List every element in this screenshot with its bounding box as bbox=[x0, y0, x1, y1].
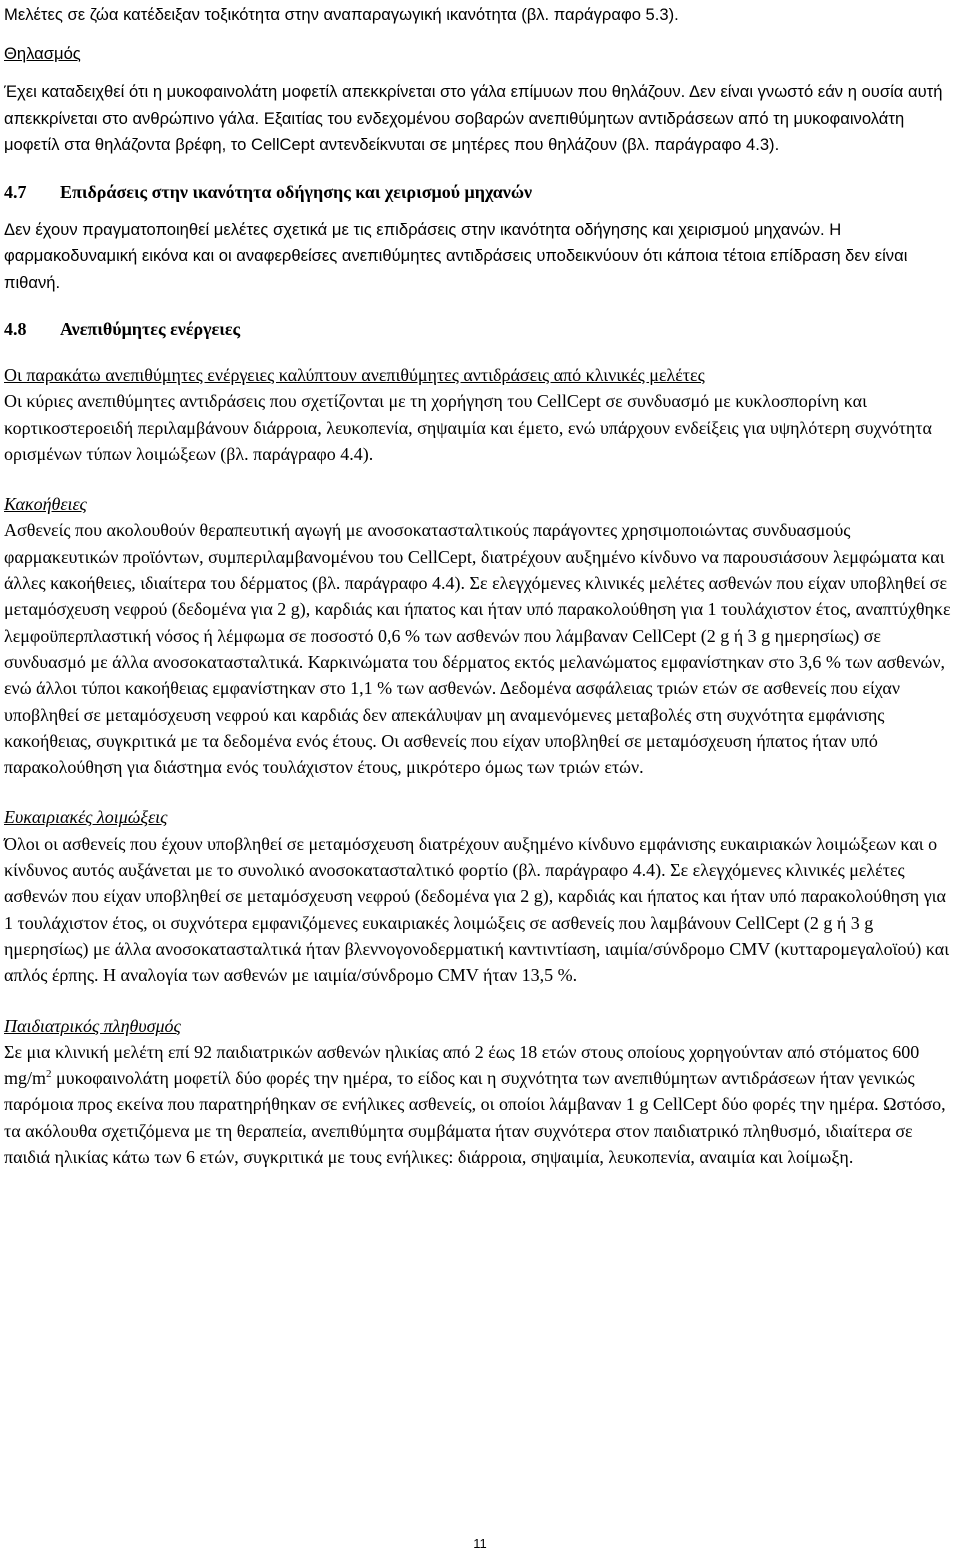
page-number: 11 bbox=[473, 1536, 487, 1551]
section-4-7-body: Δεν έχουν πραγματοποιηθεί μελέτες σχετικά με τις επιδράσεις στην ικανότητα οδήγησης και χειρισμού μηχανών. Η φαρμακοδυναμική εικόνα και οι αναφερθείσες ανεπιθύμητες αντιδράσεις υποδεικνύουν ότι κάποια τέτοια επίδραση δεν είναι πιθανή. bbox=[4, 219, 908, 292]
lactation-body: Έχει καταδειχθεί ότι η μυκοφαινολάτη μοφετίλ απεκκρίνεται στο γάλα επίμυων που θηλάζουν. Δεν είναι γνωστό εάν η ουσία αυτή απεκκρίνεται στο ανθρώπινο γάλα. Εξαιτίας του ενδεχομένου σοβαρών ανεπιθύμητων αντιδράσεων από τη μυκοφαινολάτη μοφετίλ στα θηλάζοντα βρέφη, το CellCept αντενδείκνυται σε μητέρες που θηλάζουν (βλ. παράγραφο 4.3). bbox=[4, 82, 943, 154]
pediatric-body-end: μυκοφαινολάτη μοφετίλ δύο φορές την ημέρα, το είδος και η συχνότητα των ανεπιθύμητων αντιδράσεων ήταν γενικώς παρόμοια προς εκείνα που παρατηρήθηκαν σε ενήλικες ασθενείς, οι οποίοι λάμβαναν 1 g CellCept δύο φορές την ημέρα. Ωστόσο, τα ακόλουθα σχετιζόμενα με τη θεραπεία, ανεπιθύμητα συμβάματα ήταν συχνότερα στον παιδιατρικό πληθυσμό, ιδιαίτερα σε παιδιά ηλικίας κάτω των 6 ετών, συγκριτικά με τους ενήλικες: διάρροια, σηψαιμία, λευκοπενία, αναιμία και λοίμωξη. bbox=[4, 1068, 946, 1168]
section-4-8-number: 4.8 bbox=[4, 319, 27, 339]
pediatric-title: Παιδιατρικός πληθυσμός bbox=[4, 1015, 181, 1036]
document-page bbox=[4, 2, 956, 1170]
pediatric-superscript: 2 bbox=[46, 1068, 52, 1081]
malignancies-title: Κακοήθειες bbox=[4, 494, 87, 515]
section-4-8-body: Οι κύριες ανεπιθύμητες αντιδράσεις που σχετίζονται με τη χορήγηση του CellCept σε συνδυασμό με κυκλοσπορίνη και κορτικοστεροειδή περιλαμβάνουν διάρροια, λευκοπενία, σηψαιμία και έμετο, ενώ υπάρχουν ενδείξεις για υψηλότερη συχνότητα ορισμένων τύπων λοιμώξεων (βλ. παράγραφο 4.4). bbox=[4, 391, 932, 464]
section-4-7-heading bbox=[4, 179, 956, 205]
pediatric-body bbox=[4, 1039, 956, 1170]
opportunistic-infections-title: Ευκαιριακές λοιμώξεις bbox=[4, 807, 168, 828]
section-4-7-number: 4.7 bbox=[4, 181, 27, 202]
section-4-8-subtitle: Οι παρακάτω ανεπιθύμητες ενέργειες καλύπτουν ανεπιθύμητες αντιδράσεις από κλινικές μελέτες bbox=[4, 365, 705, 385]
section-4-8-title: Ανεπιθύμητες ενέργειες bbox=[60, 319, 241, 339]
opportunistic-infections-body: Όλοι οι ασθενείς που έχουν υποβληθεί σε μεταμόσχευση διατρέχουν αυξημένο κίνδυνο εμφάνισης ευκαιριακών λοιμώξεων και ο κίνδυνος αυτός αυξάνεται με το συνολικό ανοσοκατασταλτικό φορτίο (βλ. παράγραφο 4.4). Σε ελεγχόμενες κλινικές μελέτες ασθενών που είχαν υποβληθεί σε μεταμόσχευση νεφρού (δεδομένα για 2 g), καρδιάς και ήπατος και ήταν υπό παρακολούθηση για 1 τουλάχιστον έτος, οι συχνότερα εμφανιζόμενες ευκαιριακές λοιμώξεις σε ασθενείς που λαμβάνουν CellCept (2 g ή 3 g ημερησίως) με άλλα ανοσοκατασταλτικά ήταν βλεννογονοδερματική καντιντίαση, ιαιμία/σύνδρομο CMV (κυτταρομεγαλοϊού) και απλός έρπης. Η αναλογία των ασθενών με ιαιμία/σύνδρομο CMV ήταν 13,5 %. bbox=[4, 833, 950, 986]
section-4-7-title: Επιδράσεις στην ικανότητα οδήγησης και χειρισμού μηχανών bbox=[60, 181, 533, 202]
intro-paragraph: Μελέτες σε ζώα κατέδειξαν τοξικότητα στην αναπαραγωγική ικανότητα (βλ. παράγραφο 5.3). bbox=[4, 5, 679, 24]
section-4-8-heading bbox=[4, 316, 956, 342]
malignancies-body: Ασθενείς που ακολουθούν θεραπευτική αγωγή με ανοσοκατασταλτικούς παράγοντες χρησιμοποιώντας συνδυασμούς φαρμακευτικών προϊόντων, συμπεριλαμβανομένου του CellCept, διατρέχουν αυξημένο κίνδυνο να παρουσιάσουν λεμφώματα και άλλες κακοήθειες, ιδιαίτερα του δέρματος (βλ. παράγραφο 4.4). Σε ελεγχόμενες κλινικές μελέτες ασθενών που είχαν υποβληθεί σε μεταμόσχευση νεφρού (δεδομένα για 2 g), καρδιάς και ήπατος και ήταν υπό παρακολούθηση για 1 τουλάχιστον έτος, αναπτύχθηκε λεμφοϋπερπλαστική νόσος ή λέμφωμα σε ποσοστό 0,6 % των ασθενών που λάμβαναν CellCept (2 g ή 3 g ημερησίως) σε συνδυασμό με άλλα ανοσοκατασταλτικά. Καρκινώματα του δέρματος εκτός μελανώματος εμφανίστηκαν στο 3,6 % των ασθενών, ενώ άλλοι τύποι κακοήθειας εμφανίστηκαν στο 1,1 % των ασθενών. Δεδομένα ασφάλειας τριών ετών σε ασθενείς που είχαν υποβληθεί σε μεταμόσχευση νεφρού και καρδιάς δεν απεκάλυψαν μη αναμενόμενες μεταβολές στη συχνότητα εμφάνισης κακοήθειας, συγκριτικά με τα δεδομένα ενός έτους. Οι ασθενείς που είχαν υποβληθεί σε μεταμόσχευση ήπατος ήταν υπό παρακολούθηση για διάστημα ενός τουλάχιστον έτους, μικρότερο όμως των τριών ετών. bbox=[4, 520, 951, 778]
lactation-title: Θηλασμός bbox=[4, 43, 81, 63]
pediatric-body-start: Σε μια κλινική μελέτη επί 92 παιδιατρικών ασθενών ηλικίας από 2 έως 18 ετών στους οποίους χορηγούνταν από στόματος 600 mg/m bbox=[4, 1041, 920, 1089]
